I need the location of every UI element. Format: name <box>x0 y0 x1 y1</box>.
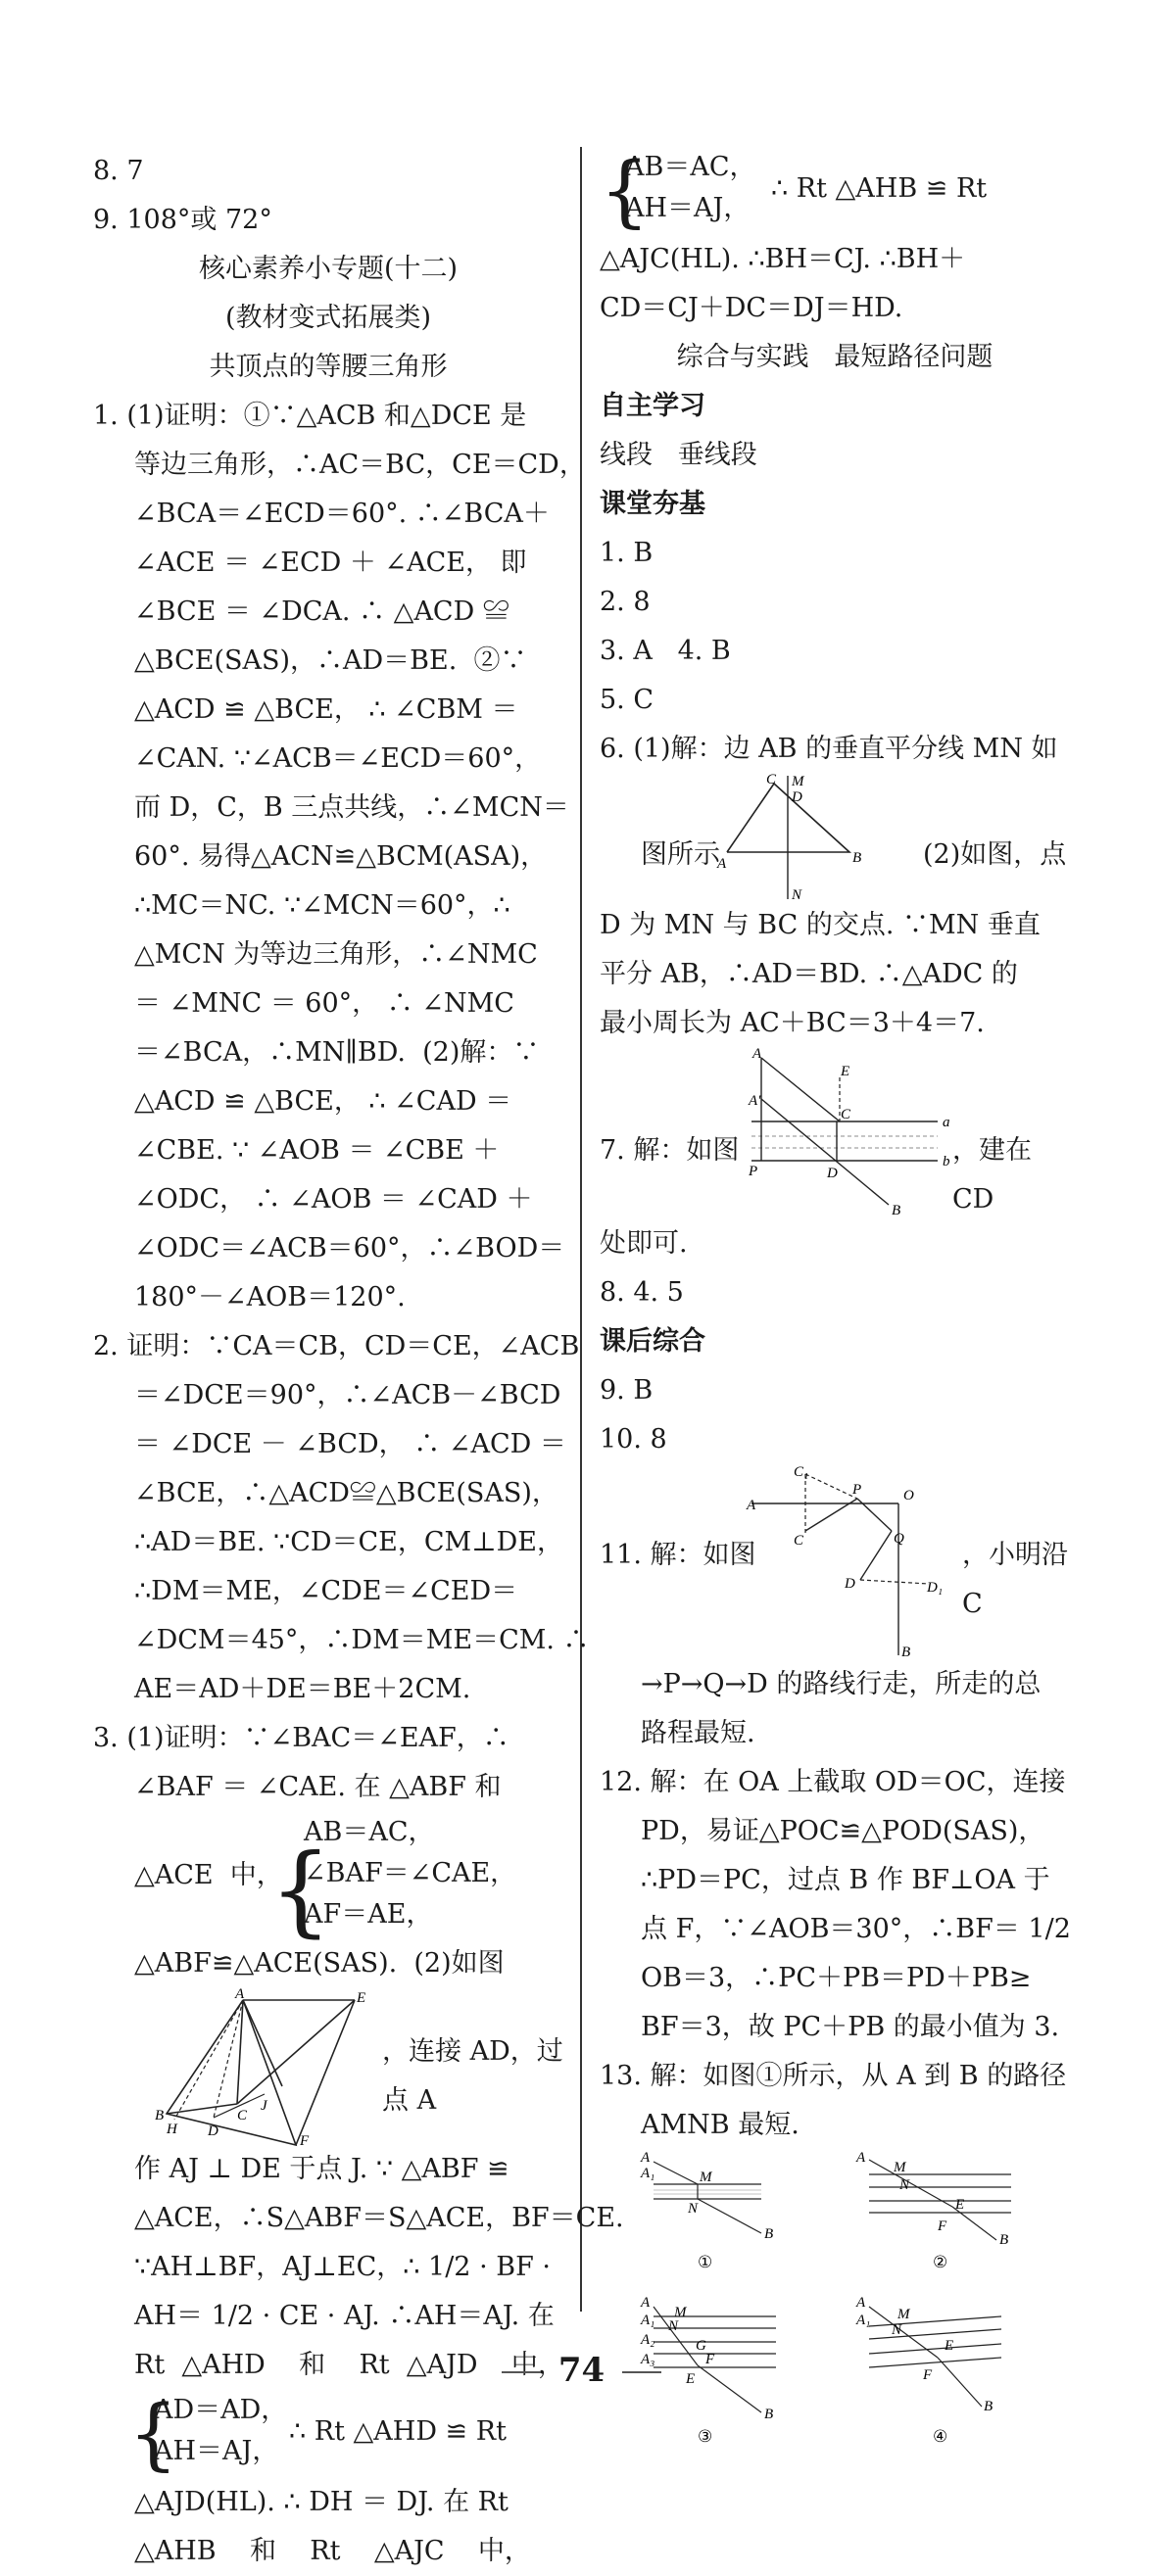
equation-system-2 <box>93 2390 563 2478</box>
svg-text:A: A <box>235 1986 245 2002</box>
subsection-heading: 课后综合 <box>600 1326 705 1357</box>
diagram-2 <box>855 2150 1011 2272</box>
section-subtitle: (教材变式拓展类) <box>224 303 432 333</box>
problem-2-line: 2. 证明：∵CA＝CB，CD＝CE，∠ACB <box>93 1331 580 1361</box>
answer-line: 8. 4. 5 <box>600 1277 684 1308</box>
problem-11-line: 11. 解：如图 <box>600 1540 756 1570</box>
svg-text:E: E <box>945 2338 954 2354</box>
text-line: △MCN 为等边三角形，∴∠NMC <box>134 939 538 970</box>
svg-text:a: a <box>943 1115 950 1130</box>
svg-text:P: P <box>749 1164 758 1179</box>
text-line: △ABF≌△ACE(SAS). (2)如图 <box>134 1948 505 1979</box>
answer-9: 9. 108°或 72° <box>93 205 272 235</box>
text-line: AMNB 最短. <box>641 2110 800 2140</box>
text-line: 图所示 <box>641 839 720 870</box>
svg-text:M: M <box>674 2305 687 2320</box>
river-paths-diagrams <box>639 2150 1109 2447</box>
perpendicular-bisector-diagram <box>717 774 903 901</box>
brace-symbol: { <box>128 2388 178 2479</box>
text-line: ＝∠DCE＝90°，∴∠ACB－∠BCD <box>134 1380 561 1410</box>
equation-line: AH＝AJ， <box>154 2436 279 2466</box>
text-line: △ACE，∴S△ABF＝S△ACE，BF＝CE. <box>134 2203 624 2233</box>
problem-13-line: 13. 解：如图①所示，从 A 到 B 的路径 <box>600 2061 1067 2091</box>
svg-text:O: O <box>903 1488 914 1503</box>
svg-text:B: B <box>764 2226 774 2242</box>
text-line: BF＝3，故 PC＋PB 的最小值为 3. <box>641 2012 1060 2042</box>
equation-line: AF＝AE， <box>304 1899 433 1930</box>
equation-line: AH＝AJ， <box>625 193 751 223</box>
svg-text:G: G <box>696 2338 706 2354</box>
svg-text:N: N <box>688 2201 699 2217</box>
equation-line: AB＝AC， <box>304 1817 435 1847</box>
svg-text:N: N <box>792 887 802 903</box>
svg-text:A₁: A₁ <box>856 2313 871 2328</box>
svg-text:D: D <box>827 1166 838 1181</box>
text-line: ∠CAN. ∵∠ACB＝∠ECD＝60°， <box>134 743 542 774</box>
svg-text:C: C <box>841 1107 851 1122</box>
svg-text:B: B <box>892 1203 901 1218</box>
text-line: ＝ ∠MNC ＝ 60°， ∴ ∠NMC <box>134 988 514 1019</box>
answer-line: 3. A 4. B <box>600 636 731 666</box>
answer-line: 10. 8 <box>600 1424 667 1455</box>
text-line: Rt △AHD 和 Rt △AJD 中， <box>134 2350 564 2380</box>
svg-text:A₃: A₃ <box>641 2352 655 2367</box>
right-column <box>600 145 1071 2447</box>
equation-line: AB＝AC， <box>625 152 756 182</box>
text-line: 而 D，C，B 三点共线，∴∠MCN＝ <box>134 792 569 823</box>
svg-text:B: B <box>999 2232 1009 2248</box>
equation-system-3 <box>600 147 1070 235</box>
svg-text:D: D <box>792 789 802 805</box>
section-title: 综合与实践 最短路径问题 <box>676 342 993 372</box>
svg-text:B: B <box>984 2399 993 2414</box>
text-line: △ACE 中， <box>134 1860 283 1890</box>
text-line: ∠ACE ＝ ∠ECD ＋ ∠ACE， 即 <box>134 548 527 578</box>
text-line: ∠DCM＝45°，∴DM＝ME＝CM. ∴ <box>134 1625 590 1655</box>
text-line: 处即可. <box>600 1228 688 1259</box>
svg-text:A': A' <box>749 1093 761 1109</box>
svg-text:A: A <box>641 2150 651 2166</box>
brace-symbol: { <box>600 145 650 236</box>
svg-text:P: P <box>852 1482 862 1498</box>
svg-text:b: b <box>943 1154 950 1169</box>
text-line: AE＝AD＋DE＝BE＋2CM. <box>134 1674 471 1704</box>
brace-symbol: { <box>269 1833 332 1947</box>
svg-text:M: M <box>897 2307 910 2322</box>
text-line: D 为 MN 与 BC 的交点. ∵MN 垂直 <box>600 910 1041 940</box>
problem-12-line: 12. 解：在 OA 上截取 OD＝OC，连接 <box>600 1767 1066 1797</box>
svg-text:H: H <box>167 2122 177 2137</box>
text-line: 线段 垂线段 <box>600 440 757 470</box>
text-line: AH＝ 1/2 · CE · AJ. ∴AH＝AJ. 在 <box>134 2301 555 2331</box>
problem-1-line: 1. (1)证明：①∵△ACB 和△DCE 是 <box>93 401 527 431</box>
text-line: ∴AD＝BE. ∵CD＝CE，CM⊥DE， <box>134 1527 563 1557</box>
svg-text:N: N <box>668 2318 679 2334</box>
text-line: ＝ ∠DCE － ∠BCD， ∴ ∠ACD ＝ <box>134 1429 566 1459</box>
svg-text:A₂: A₂ <box>641 2332 655 2348</box>
text-line: ∠BCE，∴△ACD≌△BCE(SAS)， <box>134 1478 558 1508</box>
text-line: △AJC(HL). ∴BH＝CJ. ∴BH＋ <box>600 244 966 274</box>
problem-3-line: 3. (1)证明：∵∠BAC＝∠EAF，∴ <box>93 1723 509 1753</box>
svg-text:D: D <box>845 1576 855 1592</box>
svg-text:E: E <box>955 2197 965 2213</box>
figure-problem-3 <box>93 1986 563 2149</box>
figure-problem-11 <box>600 1464 1070 1660</box>
svg-text:B: B <box>852 850 862 866</box>
section-title: 核心素养小专题(十二) <box>198 254 459 284</box>
svg-text:F: F <box>923 2367 933 2383</box>
text-line: OB＝3，∴PC＋PB＝PD＋PB≥ <box>641 1963 1032 1993</box>
diagram-1 <box>640 2150 773 2272</box>
text-line: ∠BAF ＝ ∠CAE. 在 △ABF 和 <box>134 1772 502 1802</box>
svg-text:J: J <box>261 2098 267 2114</box>
svg-text:A: A <box>856 2150 866 2166</box>
figure-problem-6 <box>600 774 1070 901</box>
svg-text:B: B <box>155 2108 165 2123</box>
svg-text:D₁: D₁ <box>927 1580 944 1596</box>
text-line: ，连接 AD，过点 A <box>382 2036 563 2116</box>
text-line: △BCE(SAS)，∴AD＝BE. ②∵ <box>134 645 527 676</box>
text-line: 60°. 易得△ACN≌△BCM(ASA)， <box>134 841 548 872</box>
answer-line: 9. B <box>600 1375 654 1406</box>
answer-line: 5. C <box>600 685 654 715</box>
svg-text:A₁: A₁ <box>641 2313 655 2328</box>
text-line: 路程最短. <box>641 1718 755 1748</box>
svg-text:B: B <box>901 1645 911 1660</box>
text-line: ∴ Rt △AHD ≌ Rt <box>289 2416 507 2447</box>
subsection-heading: 自主学习 <box>600 391 705 421</box>
subsection-heading: 课堂夯基 <box>600 489 705 519</box>
text-line: ，建在 CD <box>952 1135 1032 1215</box>
problem-7-line: 7. 解：如图 <box>600 1135 740 1166</box>
svg-text:E: E <box>357 1990 366 2006</box>
svg-text:E: E <box>686 2371 696 2387</box>
text-line: △ACD ≌ △BCE， ∴ ∠CAD ＝ <box>134 1086 512 1117</box>
text-line: ，小明沿 C <box>962 1540 1068 1619</box>
text-line: 最小周长为 AC＋BC＝3＋4＝7. <box>600 1008 985 1038</box>
text-line: ∠CBE. ∵ ∠AOB ＝ ∠CBE ＋ <box>134 1135 500 1166</box>
svg-text:Q: Q <box>894 1531 904 1547</box>
text-line: ∴DM＝ME，∠CDE＝∠CED＝ <box>134 1576 518 1606</box>
svg-text:M: M <box>792 774 804 789</box>
triangle-diagram <box>127 1986 382 2149</box>
svg-text:D: D <box>208 2123 218 2139</box>
answer-line: 2. 8 <box>600 587 651 617</box>
svg-text:C₁: C₁ <box>794 1464 809 1480</box>
svg-text:A₁: A₁ <box>641 2166 655 2181</box>
text-line: ∴MC＝NC. ∵∠MCN＝60°，∴ <box>134 890 510 921</box>
text-line: CD＝CJ＋DC＝DJ＝HD. <box>600 293 903 323</box>
path-diagram <box>747 1464 962 1660</box>
text-line: ∠BCE ＝ ∠DCA. ∴ △ACD ≌ <box>134 596 509 627</box>
text-line: PD，易证△POC≌△POD(SAS)， <box>641 1816 1045 1846</box>
circle-label-2: ② <box>933 2253 948 2272</box>
text-line: 点 F，∵∠AOB＝30°，∴BF＝ 1/2 <box>641 1914 1071 1944</box>
equation-line: AD＝AD， <box>154 2395 288 2425</box>
text-line: ∠BCA＝∠ECD＝60°. ∴∠BCA＋ <box>134 499 550 529</box>
svg-text:C: C <box>237 2108 248 2123</box>
svg-text:F: F <box>705 2352 715 2367</box>
figure-problem-7 <box>600 1048 1070 1219</box>
svg-text:A: A <box>752 1046 762 1062</box>
problem-6-line: 6. (1)解：边 AB 的垂直平分线 MN 如 <box>600 734 1058 764</box>
text-line: 作 AJ ⊥ DE 于点 J. ∵ △ABF ≌ <box>134 2154 509 2184</box>
svg-text:A: A <box>747 1498 756 1513</box>
text-line: ∴PD＝PC，过点 B 作 BF⊥OA 于 <box>641 1865 1050 1895</box>
svg-text:M: M <box>894 2160 906 2175</box>
equation-line: ∠BAF＝∠CAE， <box>304 1858 517 1888</box>
section-topic: 共顶点的等腰三角形 <box>209 352 448 382</box>
text-line: (2)如图，点 <box>923 839 1067 870</box>
svg-text:N: N <box>899 2177 910 2193</box>
figure-problem-13 <box>600 2150 1070 2447</box>
answer-line: 1. B <box>600 538 654 568</box>
river-diagram <box>747 1048 972 1219</box>
svg-text:F: F <box>300 2133 310 2149</box>
svg-text:A: A <box>717 856 727 872</box>
svg-text:N: N <box>892 2322 902 2338</box>
circle-label-4: ④ <box>933 2427 948 2447</box>
svg-text:A: A <box>856 2295 866 2311</box>
svg-text:E: E <box>841 1064 850 1079</box>
text-line: ∠ODC＝∠ACB＝60°，∴∠BOD＝ <box>134 1233 565 1264</box>
text-line: 等边三角形，∴AC＝BC，CE＝CD， <box>134 450 586 480</box>
equation-system-1 <box>93 1812 563 1947</box>
text-line: ∠ODC， ∴ ∠AOB ＝ ∠CAD ＋ <box>134 1184 533 1215</box>
text-line: ＝∠BCA，∴MN∥BD. (2)解：∵ <box>134 1037 540 1068</box>
text-line: △AJD(HL). ∴ DH ＝ DJ. 在 Rt <box>134 2487 509 2517</box>
text-line: △ACD ≌ △BCE， ∴ ∠CBM ＝ <box>134 694 518 725</box>
text-line: 180°－∠AOB＝120°. <box>134 1282 406 1312</box>
svg-text:F: F <box>938 2218 947 2234</box>
text-line: →P→Q→D 的路线行走，所走的总 <box>641 1669 1042 1699</box>
text-line: ∵AH⊥BF，AJ⊥EC，∴ 1/2 · BF · <box>134 2252 551 2282</box>
page-number: 74 <box>0 2351 1163 2390</box>
text-line: △AHB 和 Rt △AJC 中， <box>134 2536 531 2566</box>
answer-8: 8. 7 <box>93 156 144 186</box>
svg-text:A: A <box>641 2295 651 2311</box>
svg-text:C: C <box>794 1533 804 1549</box>
svg-text:C: C <box>766 772 777 787</box>
circle-label-3: ③ <box>698 2427 713 2447</box>
text-line: 平分 AB，∴AD＝BD. ∴△ADC 的 <box>600 959 1018 989</box>
svg-text:M: M <box>700 2170 712 2185</box>
circle-label-1: ① <box>698 2253 713 2272</box>
text-line: ∴ Rt △AHB ≌ Rt <box>771 173 988 204</box>
svg-text:B: B <box>764 2407 774 2422</box>
